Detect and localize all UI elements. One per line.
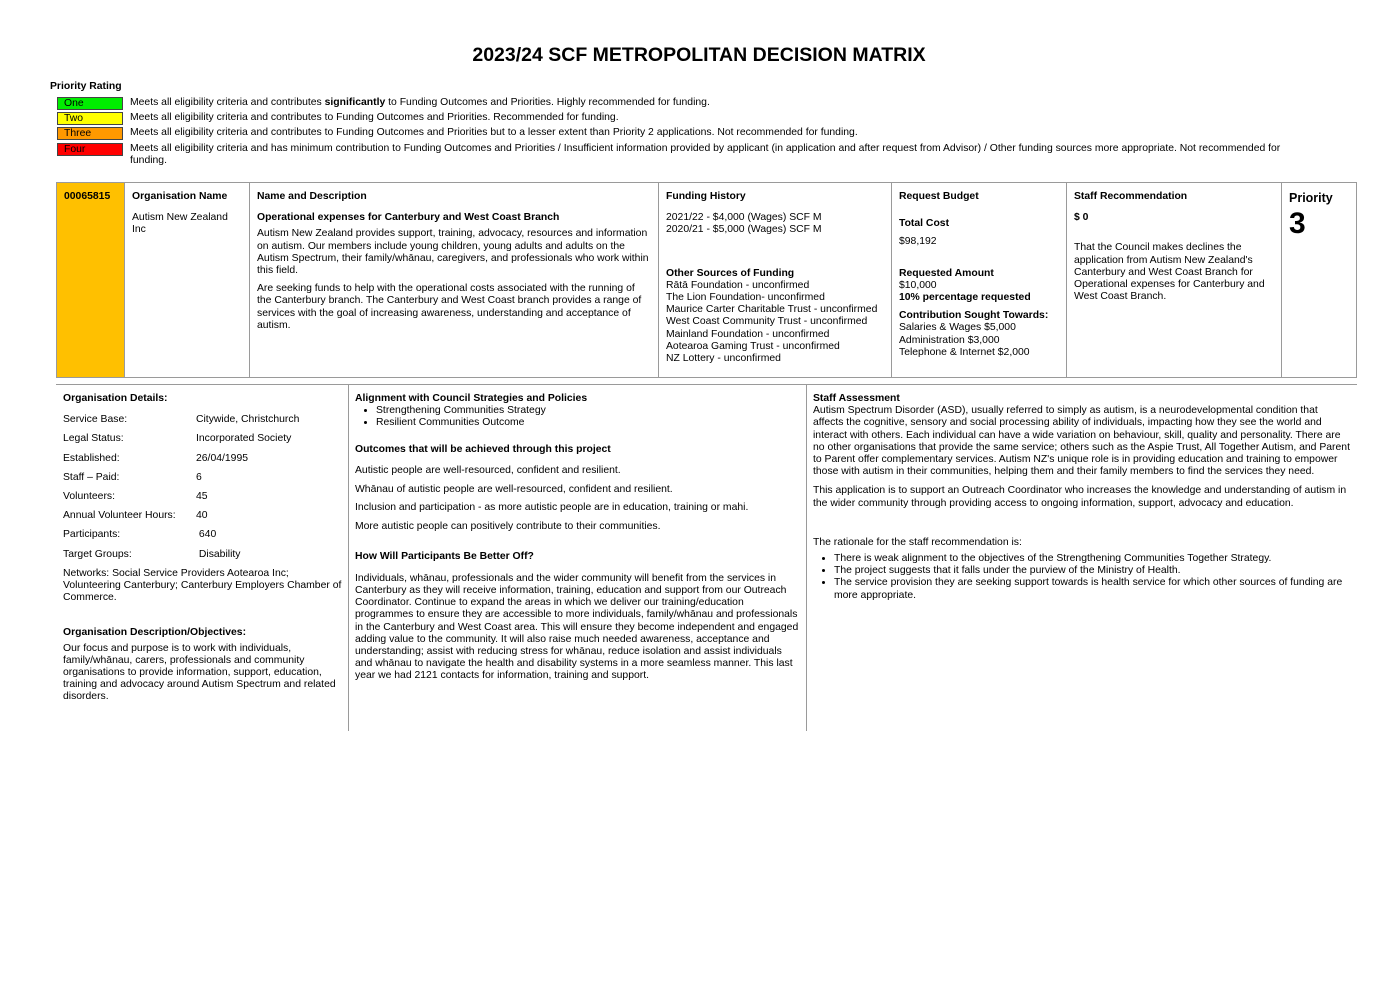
org-detail-label: Established: xyxy=(63,452,120,464)
priority-description xyxy=(130,143,1317,167)
description-paragraph-1: Autism New Zealand provides support, training, advocacy, resources and information on autism. Our members include young children, young adults and adults on the Autism Spectrum, their family/whānau, caregivers, and professionals who work within this field. xyxy=(257,228,649,277)
priority-swatch: Three xyxy=(57,127,123,140)
org-name-heading: Organisation Name xyxy=(132,191,228,202)
org-detail-row xyxy=(63,549,342,568)
outcomes-heading: Outcomes that will be achieved through this project xyxy=(355,443,611,455)
alignment-item: • Strengthening Communities Strategy xyxy=(376,405,800,417)
funding-history-cell xyxy=(659,183,892,377)
contribution-item: Administration $3,000 xyxy=(899,334,1000,346)
priority-cell xyxy=(1282,183,1356,377)
request-budget-cell xyxy=(892,183,1067,377)
alignment-section xyxy=(348,385,806,731)
org-detail-row xyxy=(63,433,342,452)
other-source-item: West Coast Community Trust - unconfirmed xyxy=(666,316,868,328)
recommended-amount: $ 0 xyxy=(1074,212,1089,224)
priority-text: Meets all eligibility criteria and has minimum contribution to Funding Outcomes and Priorities / Insufficient information provided by applicant (in application and after request from Advisor) / Other funding sources more appropriate. Not recommended for funding. xyxy=(130,143,1281,167)
org-detail-label: Target Groups: xyxy=(63,548,132,560)
description-paragraph-2: Are seeking funds to help with the operational costs associated with the running of the Canterbury branch. The Canterbury and West Coast branch provides a range of services with the goal of increasing awareness, understanding and acceptance of autism. xyxy=(257,283,642,331)
priority-row xyxy=(57,127,1317,140)
priority-swatch: Two xyxy=(57,112,123,125)
other-sources-heading: Other Sources of Funding xyxy=(666,267,795,279)
outcomes-list xyxy=(355,465,800,533)
other-source-item: Aotearoa Gaming Trust - unconfirmed xyxy=(666,340,840,352)
org-detail-value: 26/04/1995 xyxy=(196,452,249,464)
priority-text-end: to Funding Outcomes and Priorities. Highly recommended for funding. xyxy=(385,97,710,108)
page-title: 2023/24 SCF METROPOLITAN DECISION MATRIX xyxy=(472,44,926,66)
rationale-list xyxy=(813,553,1351,602)
other-source-item: NZ Lottery - unconfirmed xyxy=(666,353,781,365)
funding-history-item: 2021/22 - $4,000 (Wages) SCF M xyxy=(666,212,822,224)
alignment-list xyxy=(355,405,800,429)
rationale-intro: The rationale for the staff recommendation is: xyxy=(813,536,1022,548)
org-detail-label: Legal Status: xyxy=(63,433,124,445)
funding-history-item: 2020/21 - $5,000 (Wages) SCF M xyxy=(666,224,822,236)
org-detail-row xyxy=(63,453,342,472)
org-detail-label: Volunteers: xyxy=(63,490,115,502)
org-detail-value: Citywide, Christchurch xyxy=(196,414,300,426)
better-off-text: Individuals, whānau, professionals and the wider community will benefit from the services in Canterbury as they will receive information, training, education and support from our Outreach Coordinator. Continue to expand the areas in which we deliver our training/education programmes to ensure they are accessible to more individuals, family/whānau and professionals in the Canterbury and West Coast area. This will ensure they become independent and engaged adding value to the community. It will also raise much needed awareness, acceptance and understanding; assist with reducing stress for whānau, reduce isolation and assist individuals and whānau to navigate the health and disability systems in a more seamless manner. This last year we had 2121 contacts for information, training and support. xyxy=(355,572,799,682)
org-description-text: Our focus and purpose is to work with individuals, family/whānau, carers, professionals and community organisations to provide information, support, education, training and advocacy around Autism Spectrum and related disorders. xyxy=(63,642,336,703)
application-id: 00065815 xyxy=(64,191,111,202)
total-cost-value: $98,192 xyxy=(899,236,937,248)
priority-description xyxy=(130,127,858,140)
priority-rating-heading: Priority Rating xyxy=(50,81,122,92)
organisation-name-cell xyxy=(125,183,250,377)
outcome-item: Inclusion and participation - as more autistic people are in education, training or mahi. xyxy=(355,502,749,514)
org-details-heading: Organisation Details: xyxy=(63,393,168,404)
rationale-item: • There is weak alignment to the objectives of the Strengthening Communities Together Strategy. xyxy=(834,553,1351,565)
org-detail-row xyxy=(63,529,342,548)
staff-assessment-heading: Staff Assessment xyxy=(813,393,900,404)
org-detail-value: 640 xyxy=(196,529,217,541)
rationale-item: • The project suggests that it falls under the purview of the Ministry of Health. xyxy=(834,565,1351,577)
outcome-item: More autistic people can positively contribute to their communities. xyxy=(355,520,661,532)
networks-text: Networks: Social Service Providers Aotearoa Inc; Volunteering Canterbury; Canterbury Employers Chamber of Commerce. xyxy=(63,567,342,604)
org-detail-label: Service Base: xyxy=(63,414,128,426)
org-detail-row xyxy=(63,414,342,433)
outcome-item: Autistic people are well-resourced, confident and resilient. xyxy=(355,464,621,476)
other-source-item: Rātā Foundation - unconfirmed xyxy=(666,279,810,291)
contribution-label: Contribution Sought Towards: xyxy=(899,310,1049,322)
funding-history-list xyxy=(666,212,885,236)
priority-text: Meets all eligibility criteria and contributes to Funding Outcomes and Priorities but to a lesser extent than Priority 2 applications. Not recommended for funding. xyxy=(130,127,858,138)
alignment-heading: Alignment with Council Strategies and Policies xyxy=(355,393,588,404)
other-sources-list xyxy=(666,280,885,365)
staff-recommendation-heading: Staff Recommendation xyxy=(1074,191,1188,202)
org-detail-label: Participants: xyxy=(63,529,121,541)
total-cost-label: Total Cost xyxy=(899,218,950,230)
org-detail-value: 45 xyxy=(196,490,208,502)
org-detail-label: Staff – Paid: xyxy=(63,471,120,483)
priority-value: 3 xyxy=(1289,207,1306,240)
priority-text: Meets all eligibility criteria and contributes to Funding Outcomes and Priorities. Recommended for funding. xyxy=(130,112,619,123)
other-source-item: Mainland Foundation - unconfirmed xyxy=(666,328,830,340)
org-details-list xyxy=(63,414,342,568)
org-detail-row xyxy=(63,491,342,510)
priority-row xyxy=(57,143,1317,167)
application-table xyxy=(56,182,1357,378)
org-detail-value: 6 xyxy=(196,471,202,483)
organisation-details-section xyxy=(56,385,348,731)
contribution-list xyxy=(899,322,1060,359)
contribution-item: Salaries & Wages $5,000 xyxy=(899,322,1016,334)
assessment-paragraph-2: This application is to support an Outreach Coordinator who increases the knowledge and understanding of autism in the wider community through providing access to ongoing information, support, advocacy and education. xyxy=(813,485,1347,509)
percentage-requested: 10% percentage requested xyxy=(899,292,1031,304)
name-description-cell xyxy=(250,183,659,377)
better-off-heading: How Will Participants Be Better Off? xyxy=(355,550,534,562)
staff-recommendation-cell xyxy=(1067,183,1282,377)
org-detail-value: Incorporated Society xyxy=(196,433,292,445)
org-detail-value: 40 xyxy=(196,510,208,522)
requested-amount-label: Requested Amount xyxy=(899,267,994,279)
priority-row xyxy=(57,112,1317,125)
assessment-paragraph-1: Autism Spectrum Disorder (ASD), usually referred to simply as autism, is a neurodevelopmental condition that affects the cognitive, sensory and social processing ability of individuals, impacting how they see the world and interact with others. Each individual can have a wide variation on behaviour, skill, quality and personality. There are no other organisations that provide the same service; others such as the Aspie Trust, All Together Autism, and Parent to Parent offer complementary services. Autism NZ's unique role is in providing education and training to empower those with autism in their communities, helping them and their family members to find the services they need. xyxy=(813,405,1350,478)
funding-history-heading: Funding History xyxy=(666,191,746,202)
other-source-item: The Lion Foundation- unconfirmed xyxy=(666,292,825,304)
staff-recommendation-text: That the Council makes declines the application from Autism New Zealand's Canterbury and West Coast Branch for Operational expenses for Canterbury and West Coast Branch. xyxy=(1074,242,1265,303)
org-detail-label: Annual Volunteer Hours: xyxy=(63,510,176,522)
org-name: Autism New Zealand Inc xyxy=(132,212,228,236)
priority-swatch: One xyxy=(57,97,123,110)
priority-emphasis: significantly xyxy=(324,97,386,108)
priority-description xyxy=(130,112,619,125)
description-heading: Name and Description xyxy=(257,191,367,202)
contribution-item: Telephone & Internet $2,000 xyxy=(899,346,1030,358)
outcome-item: Whānau of autistic people are well-resourced, confident and resilient. xyxy=(355,483,673,495)
request-budget-heading: Request Budget xyxy=(899,191,979,202)
priority-description xyxy=(130,97,710,110)
project-title: Operational expenses for Canterbury and West Coast Branch xyxy=(257,212,560,224)
org-detail-value: Disability xyxy=(196,548,241,560)
priority-row xyxy=(57,97,1317,110)
requested-amount-value: $10,000 xyxy=(899,279,937,291)
alignment-item: • Resilient Communities Outcome xyxy=(376,417,800,429)
other-source-item: Maurice Carter Charitable Trust - unconfirmed xyxy=(666,304,878,316)
application-id-cell xyxy=(57,183,125,377)
org-detail-row xyxy=(63,510,342,529)
priority-text: Meets all eligibility criteria and contributes xyxy=(130,97,325,108)
priority-heading: Priority xyxy=(1289,191,1333,205)
org-description-heading: Organisation Description/Objectives: xyxy=(63,627,247,639)
rationale-item: • The service provision they are seeking support towards is health service for which other sources of funding are more appropriate. xyxy=(834,577,1351,601)
org-detail-row xyxy=(63,472,342,491)
staff-assessment-section xyxy=(806,385,1357,731)
priority-swatch: Four xyxy=(57,143,123,156)
